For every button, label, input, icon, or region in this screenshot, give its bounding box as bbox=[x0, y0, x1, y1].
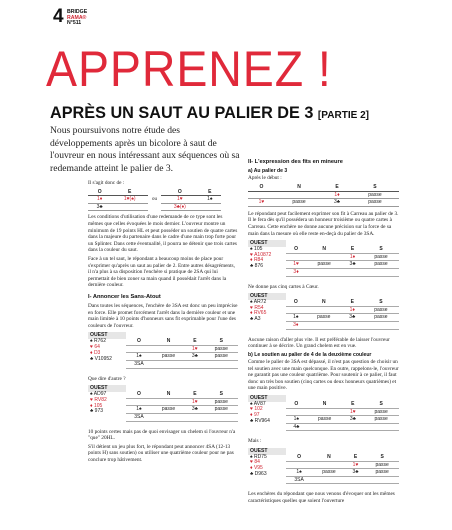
subsection-heading: a) Au palier de 3 bbox=[248, 168, 288, 174]
hand-title: OUEST bbox=[88, 332, 126, 339]
bid-cell bbox=[126, 398, 152, 406]
bid-cell: passe bbox=[363, 253, 399, 261]
bidding-table bbox=[286, 246, 399, 276]
bid-cell bbox=[342, 423, 363, 431]
section-title: APPRENEZ ! bbox=[46, 41, 332, 97]
bid-cell bbox=[306, 321, 342, 329]
bidding-table bbox=[286, 299, 399, 329]
paragraph: Aucune raison d'aller plus vite. Il est préférable de laisser l'ouvreur continuer à se décrire. Un grand chelem est en vue. bbox=[248, 336, 390, 350]
bid-cell bbox=[286, 461, 312, 469]
bid-cell: 3SA bbox=[126, 414, 152, 422]
hand-title: OUEST bbox=[248, 395, 286, 402]
bid-cell: 3♣ bbox=[323, 199, 351, 207]
column-header: N bbox=[306, 299, 342, 306]
suit-diamonds: ♦ RV65 bbox=[250, 310, 267, 317]
column-header: E bbox=[111, 189, 148, 196]
hand-box bbox=[248, 448, 286, 478]
suit-clubs: ♣ D963 bbox=[250, 471, 267, 478]
table-row bbox=[126, 406, 238, 414]
bid-cell bbox=[342, 268, 363, 276]
bid-cell bbox=[286, 253, 306, 261]
table-row bbox=[126, 353, 238, 361]
sequence-comparison bbox=[88, 189, 238, 212]
paragraph: 10 points certes mais pas de quoi envisager un chelem si l'ouvreur n'a "que" 20HL. bbox=[88, 428, 236, 442]
bid-cell: 3♦ bbox=[286, 321, 306, 329]
bid-cell: passe bbox=[365, 461, 399, 469]
paragraph: Il s'agit donc de : bbox=[88, 180, 125, 186]
bid-cell: passe bbox=[365, 469, 399, 477]
hand-title: OUEST bbox=[248, 240, 286, 247]
column-header: O bbox=[286, 299, 306, 306]
paragraph: Après le début : bbox=[248, 175, 282, 182]
bid-cell: 3♣ bbox=[342, 314, 363, 322]
bid-cell bbox=[306, 268, 342, 276]
hand-diagram bbox=[88, 385, 238, 425]
suit-diamonds: ♦ 105 bbox=[90, 402, 103, 409]
bid-cell: passe bbox=[205, 398, 238, 406]
bid-cell: passe bbox=[363, 306, 399, 314]
paragraph: Face à un tel saut, le répondant a beaucoup moins de place pour s'exprimer qu'après un saut au palier de 2. Entre autres désagréments, il n'a plus à sa disposition l'enchère si pratique de 2SA qui lui permettait de bien zoner sa main quand il possédait l'arrêt dans la dernière couleur. bbox=[88, 255, 235, 289]
column-header: O bbox=[248, 184, 275, 191]
table-row bbox=[286, 268, 399, 276]
bid-cell bbox=[152, 398, 185, 406]
column-header: N bbox=[152, 391, 185, 398]
table-row bbox=[248, 191, 399, 199]
column-header: O bbox=[88, 189, 111, 196]
suit-diamonds: ♦ D3 bbox=[90, 349, 101, 356]
paragraph: Ne donne pas cinq cartes à Cœur. bbox=[248, 283, 319, 290]
bid-cell: passe bbox=[351, 191, 399, 199]
bid-cell: 1♥ bbox=[185, 398, 204, 406]
hand-title: OUEST bbox=[248, 293, 286, 300]
suit-clubs: ♣ A3 bbox=[250, 316, 261, 323]
column-header: O bbox=[286, 246, 306, 253]
paragraph: Le répondant peut facilement exprimer son fit à Carreau au palier de 3. Il le fera dès qu'il possédera un honneur troisième ou quatre cartes à Carreau. Cette enchère ne donne aucune précision sur la force de sa main dans la mesure où elle reste en-deçà du palier de 3SA. bbox=[248, 210, 399, 237]
bid-cell: 1♦ bbox=[342, 306, 363, 314]
table-row bbox=[248, 199, 399, 207]
hand-diagram bbox=[248, 448, 399, 488]
column-header: E bbox=[199, 189, 221, 196]
bid-cell bbox=[286, 306, 306, 314]
hand-box bbox=[248, 293, 286, 323]
bid-cell: passe bbox=[152, 406, 185, 414]
bid-cell: 1♥ bbox=[248, 199, 275, 207]
column-header: E bbox=[185, 338, 204, 345]
bidding-table bbox=[88, 189, 148, 212]
table-row bbox=[286, 306, 399, 314]
bid-cell bbox=[312, 476, 346, 484]
bid-cell bbox=[306, 253, 342, 261]
suit-hearts: ♥ A10872 bbox=[250, 251, 272, 258]
column-header: S bbox=[363, 246, 399, 253]
bid-cell: 1♥ bbox=[185, 345, 204, 353]
bid-cell: passe bbox=[351, 199, 399, 207]
brand-line-bridge: BRIDGE bbox=[67, 9, 88, 15]
table-row bbox=[126, 414, 238, 422]
bid-cell: passe bbox=[205, 406, 238, 414]
bid-cell bbox=[307, 408, 343, 416]
section-heading: I- Annoncer les Sans-Atout bbox=[88, 293, 161, 300]
suit-clubs: ♣ V10952 bbox=[90, 355, 112, 362]
table-row bbox=[126, 398, 238, 406]
suit-hearts: ♥ 102 bbox=[250, 406, 263, 413]
bid-cell: 1♥ bbox=[342, 408, 363, 416]
column-header: E bbox=[185, 391, 204, 398]
table-row bbox=[286, 461, 399, 469]
suit-diamonds: ♦ V95 bbox=[250, 465, 263, 472]
bid-cell bbox=[363, 321, 399, 329]
column-header: E bbox=[342, 246, 363, 253]
table-row bbox=[286, 423, 399, 431]
hand-box bbox=[88, 385, 126, 415]
column-header: N bbox=[152, 338, 185, 345]
column-header: N bbox=[307, 401, 343, 408]
table-row bbox=[286, 314, 399, 322]
hand-box bbox=[248, 240, 286, 270]
bid-cell: passe bbox=[363, 261, 399, 269]
bidding-table bbox=[126, 391, 238, 421]
suit-clubs: ♣ RV964 bbox=[250, 418, 270, 425]
bid-cell: passe bbox=[275, 199, 323, 207]
bid-cell: passe bbox=[312, 469, 346, 477]
suit-hearts: ♥ RV82 bbox=[90, 396, 107, 403]
column-header: E bbox=[346, 454, 366, 461]
bid-cell: 1♦ bbox=[323, 191, 351, 199]
bid-cell bbox=[152, 345, 185, 353]
left-column bbox=[88, 180, 238, 466]
bid-cell: 1♥(♠) bbox=[111, 196, 148, 204]
table-row bbox=[126, 345, 238, 353]
bidding-table bbox=[286, 401, 399, 431]
table-row bbox=[126, 361, 238, 369]
bid-cell: 3♣ bbox=[342, 416, 363, 424]
right-column bbox=[248, 159, 399, 507]
paragraph: Les conditions d'utilisation d'une redemande de ce type sont les mêmes que celles évoquées le mois dernier. L'ouvreur montre un minimum de 19 points HL et peut posséder un soutien de quatre cartes dans la majeure du partenaire dans le cadre d'une main trop forte pour un Splinter. Dans cette éventualité, il pourra ne détenir que trois cartes dans la couleur du saut. bbox=[88, 214, 238, 254]
bid-cell bbox=[363, 268, 399, 276]
issue-number: N°511 bbox=[67, 20, 82, 27]
section-heading: II- L'expression des fits en mineure bbox=[248, 159, 343, 165]
bid-cell: 4♣ bbox=[286, 423, 307, 431]
article-title bbox=[50, 104, 369, 124]
bid-cell bbox=[126, 345, 152, 353]
article-title-part: [PARTIE 2] bbox=[317, 109, 369, 121]
bid-cell bbox=[363, 423, 399, 431]
column-header: S bbox=[205, 338, 238, 345]
bid-cell: 3♦ bbox=[286, 268, 306, 276]
table-row bbox=[286, 469, 399, 477]
column-header: O bbox=[126, 338, 152, 345]
table-row bbox=[88, 196, 148, 204]
suit-diamonds: ♦ 97 bbox=[250, 412, 260, 419]
hand-diagram bbox=[248, 240, 399, 280]
bidding-table bbox=[126, 338, 238, 368]
bid-cell bbox=[185, 414, 204, 422]
suit-spades: ♠ AV87 bbox=[250, 400, 266, 407]
hand-box bbox=[248, 395, 286, 425]
bidding-table bbox=[286, 454, 399, 484]
suit-diamonds: ♦ R84 bbox=[250, 257, 264, 264]
bid-cell bbox=[185, 361, 204, 369]
bid-cell: passe bbox=[205, 345, 238, 353]
or-label: ou bbox=[152, 196, 157, 202]
suit-hearts: ♥ R54 bbox=[250, 304, 264, 311]
brand-line-rama: RAMA® bbox=[67, 14, 87, 21]
table-row bbox=[286, 253, 399, 261]
bid-cell bbox=[307, 423, 343, 431]
bid-cell: passe bbox=[363, 314, 399, 322]
bid-cell bbox=[312, 461, 346, 469]
bid-cell: 3♣ bbox=[346, 469, 366, 477]
bid-cell: passe bbox=[363, 408, 399, 416]
column-header: E bbox=[342, 299, 363, 306]
bid-cell: 1♥ bbox=[346, 461, 366, 469]
column-header: O bbox=[126, 391, 152, 398]
bid-cell: 3SA bbox=[126, 361, 152, 369]
bid-cell: 3♣ bbox=[342, 261, 363, 269]
hand-title: OUEST bbox=[248, 448, 286, 455]
suit-spades: ♠ 105 bbox=[250, 245, 263, 252]
bid-cell bbox=[286, 408, 307, 416]
paragraph: S'il détient un jeu plus fort, le répondant peut annoncer 4SA (12-13 points H) sans soutien) ou utiliser une quatrième couleur pour ne pas conclure trop hâtivement. bbox=[88, 443, 234, 463]
column-header: E bbox=[342, 401, 363, 408]
bid-cell bbox=[275, 191, 323, 199]
bid-cell: 3♣ bbox=[185, 406, 204, 414]
bid-cell bbox=[342, 321, 363, 329]
bidding-table bbox=[161, 189, 221, 212]
bid-cell: 1♠ bbox=[286, 416, 307, 424]
bid-cell: passe bbox=[306, 314, 342, 322]
table-row bbox=[286, 476, 399, 484]
suit-hearts: ♥ 64 bbox=[90, 343, 100, 350]
column-header: N bbox=[306, 246, 342, 253]
table-row bbox=[88, 203, 148, 211]
column-header: S bbox=[363, 299, 399, 306]
bid-cell: passe bbox=[152, 353, 185, 361]
bidding-table bbox=[248, 184, 399, 207]
suit-spades: ♠ RD75 bbox=[250, 453, 267, 460]
bid-cell bbox=[199, 203, 221, 211]
hand-diagram bbox=[248, 293, 399, 333]
column-header: S bbox=[205, 391, 238, 398]
paragraph: Les enchères du répondant que nous venons d'évoquer ont les mêmes caractéristiques quelles que soient l'ouverture bbox=[248, 491, 395, 504]
column-header: O bbox=[161, 189, 199, 196]
bid-cell: passe bbox=[205, 353, 238, 361]
table-row bbox=[286, 408, 399, 416]
suit-spades: ♠ AD97 bbox=[90, 390, 107, 397]
bid-cell: 3SA bbox=[286, 476, 312, 484]
paragraph: Dans toutes les séquences, l'enchère de 3SA est donc un peu imprécise en force. Elle promet forcément l'arrêt dans la dernière couleur et une main limitée à 10 points d'honneurs sans fit exprimable pour l'une des couleurs de l'ouvreur. bbox=[88, 302, 238, 329]
column-header: O bbox=[286, 401, 307, 408]
bid-cell: 1♠ bbox=[126, 353, 152, 361]
bid-cell: 1♥ bbox=[286, 261, 306, 269]
paragraph: Que dire d'autre ? bbox=[88, 375, 126, 382]
column-header: E bbox=[323, 184, 351, 191]
intro-paragraph: Nous poursuivons notre étude des développements après un bicolore à saut de l'ouvreur en nous intéressant aux séquences où sa redemande atteint le palier de 3. bbox=[50, 125, 240, 174]
article-title-main: APRÈS UN SAUT AU PALIER DE 3 bbox=[50, 103, 314, 122]
suit-spades: ♠ AR72 bbox=[250, 298, 267, 305]
bid-cell: 1♥ bbox=[161, 196, 199, 204]
bid-cell: passe bbox=[363, 416, 399, 424]
suit-hearts: ♥ 84 bbox=[250, 459, 260, 466]
column-header: O bbox=[286, 454, 312, 461]
bid-cell bbox=[152, 414, 185, 422]
column-header: S bbox=[365, 454, 399, 461]
bid-cell bbox=[152, 361, 185, 369]
bid-cell bbox=[111, 203, 148, 211]
table-row bbox=[286, 416, 399, 424]
bid-cell: 1♠ bbox=[286, 469, 312, 477]
bid-cell: 1♦ bbox=[342, 253, 363, 261]
bid-cell: passe bbox=[307, 416, 343, 424]
bid-cell bbox=[205, 414, 238, 422]
paragraph: Comme le palier de 3SA est dépassé, il n'est pas question de choisir un tel soutien avec une main quelconque. En outre, rappelons-le, l'ouvreur ne garantit pas une couleur quatrième. Pour soutenir à ce palier, il faut donc un très bon soutien (cinq cartes ou deux honneurs quatrièmes) et une main positive. bbox=[248, 359, 399, 392]
bid-cell bbox=[248, 191, 275, 199]
bid-cell bbox=[346, 476, 366, 484]
subsection-heading: b) Le soutien au palier de 4 de la deuxième couleur bbox=[248, 351, 372, 358]
bid-cell: 1♠ bbox=[199, 196, 221, 204]
bid-cell: 1♠ bbox=[126, 406, 152, 414]
table-row bbox=[161, 196, 221, 204]
bid-cell: 3♣(♦) bbox=[161, 203, 199, 211]
bid-cell bbox=[306, 306, 342, 314]
column-header: S bbox=[351, 184, 399, 191]
hand-diagram bbox=[248, 395, 399, 435]
column-header: S bbox=[363, 401, 399, 408]
paragraph: Mais : bbox=[248, 438, 262, 445]
bid-cell bbox=[205, 361, 238, 369]
suit-clubs: ♣ 876 bbox=[250, 263, 264, 270]
table-row bbox=[286, 261, 399, 269]
bid-cell: passe bbox=[306, 261, 342, 269]
bid-cell bbox=[365, 476, 399, 484]
table-row bbox=[161, 203, 221, 211]
bid-cell: 3♣ bbox=[185, 353, 204, 361]
hand-box bbox=[88, 332, 126, 362]
column-header: N bbox=[275, 184, 323, 191]
page-number: 4 bbox=[53, 6, 64, 27]
suit-clubs: ♣ 973 bbox=[90, 408, 104, 415]
column-header: N bbox=[312, 454, 346, 461]
suit-spades: ♠ R762 bbox=[90, 337, 106, 344]
hand-title: OUEST bbox=[88, 385, 126, 392]
bid-cell: 1♠ bbox=[286, 314, 306, 322]
bid-cell: 1♦ bbox=[88, 196, 111, 204]
table-row bbox=[286, 321, 399, 329]
bid-cell: 3♣ bbox=[88, 203, 111, 211]
hand-diagram bbox=[88, 332, 238, 372]
brand-logo bbox=[67, 10, 87, 27]
